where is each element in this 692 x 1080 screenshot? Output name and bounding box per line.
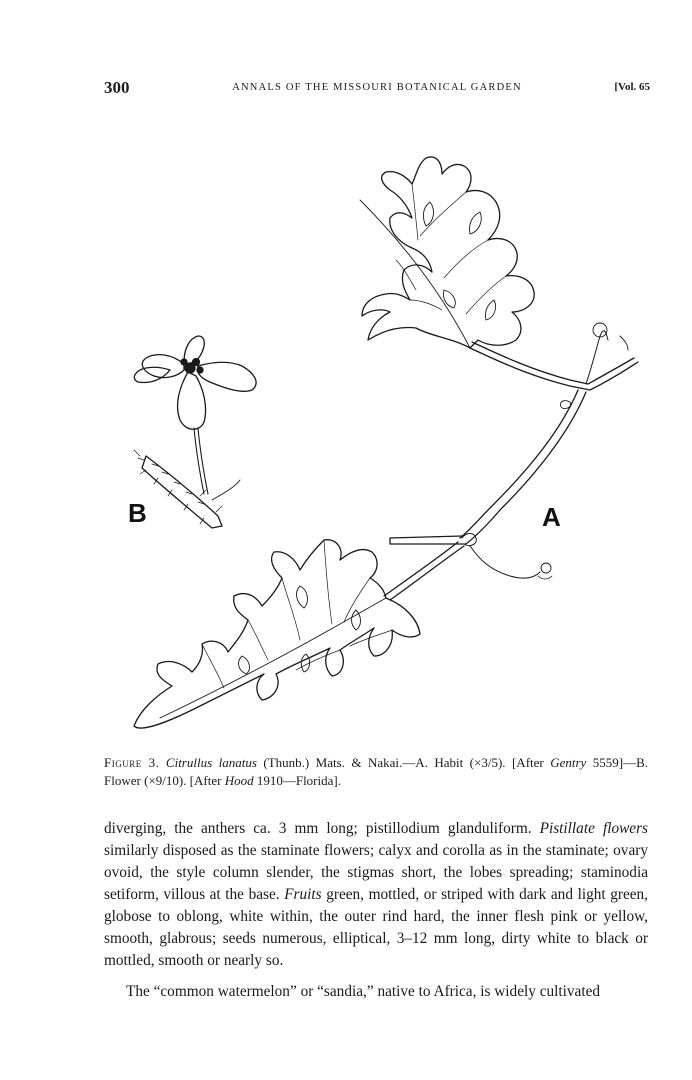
caption-authority: (Thunb.) Mats. & Nakai.—A. Habit (×3/5). [After [263,755,544,770]
upper-leaf [360,157,534,348]
page-number: 300 [104,78,130,97]
paragraph-2: The “common watermelon” or “sandia,” native to Africa, is widely cultivated [126,983,601,1000]
caption-source: Hood [224,773,254,788]
figure-caption [104,754,648,790]
caption-species: Citrullus lanatus [165,755,257,770]
panel-label-a: A [542,502,561,532]
p1-term-fruits: Fruits [284,886,322,903]
lower-stem [384,542,464,600]
body-text [104,818,648,1003]
p1-text-a: diverging, the anthers ca. 3 mm long; pistillodium glanduliform. [104,820,532,837]
p1-term-pistillate: Pistillate flowers [539,820,648,837]
p1-text-c: similarly disposed as the staminate flowers; calyx and corolla as in the staminate; ovary ovoid, the style column slender, the stigmas short, the lobes spreading; staminodia setiform, villous at the base. [104,842,648,903]
p1-text-e: green, mottled, or striped with dark and light green, globose to oblong, white within, the outer rind hard, the inner flesh pink or yellow, smooth, glabrous; seeds numerous, elliptical, 3–12 mm long, dirty white to black or mottled, smooth or nearly so. [104,886,649,969]
paragraph-1 [104,818,648,972]
running-header [104,78,650,100]
caption-label: Figure 3. [104,755,160,770]
line-drawing [100,140,660,740]
caption-habit-ref: 5559]—B. Flower (×9/10). [After [104,755,649,788]
figure-3-illustration [100,140,660,740]
caption-collector: Gentry [550,755,587,770]
journal-title: ANNALS OF THE MISSOURI BOTANICAL GARDEN [232,82,522,93]
caption-source-ref: 1910—Florida]. [256,773,341,788]
flower-b [134,336,256,528]
panel-label-b: B [128,498,147,528]
volume-label: [Vol. 65 [614,81,650,93]
lower-leaf [134,540,420,728]
